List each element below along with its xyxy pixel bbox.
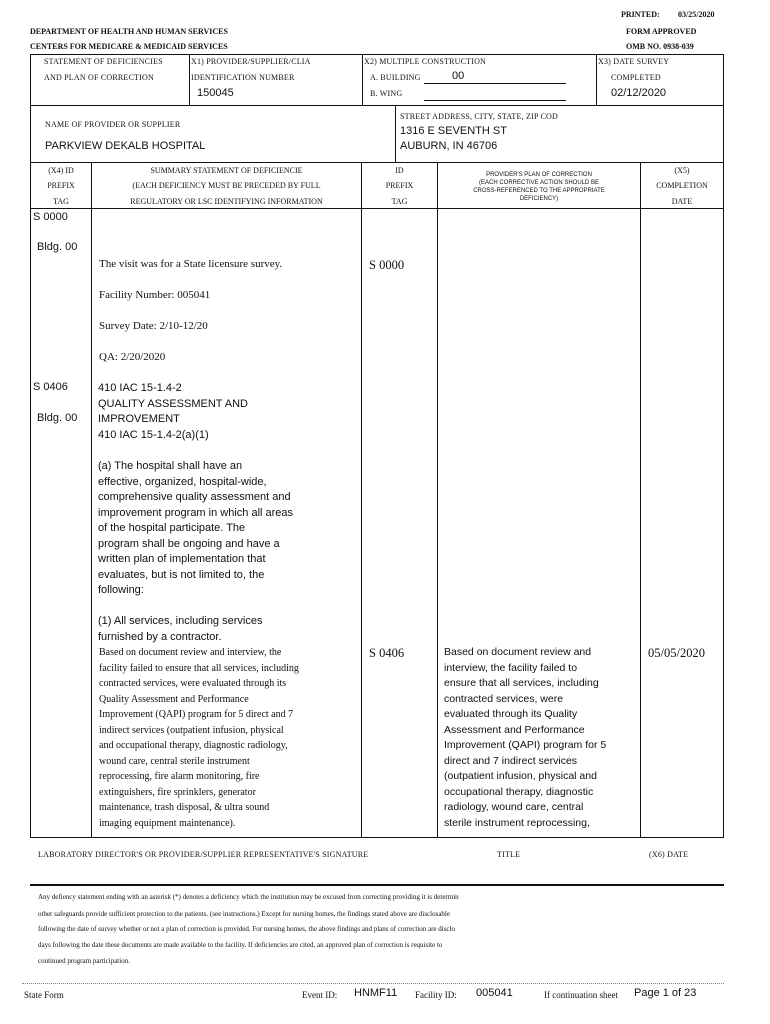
event-id-label: Event ID: — [302, 990, 338, 1000]
id-header-1: ID — [395, 166, 404, 175]
x4-header-2: PREFIX — [47, 181, 75, 190]
x4-header-3: TAG — [53, 197, 69, 206]
page-number: Page 1 of 23 — [634, 987, 697, 999]
x5-header-3: DATE — [671, 197, 693, 206]
footer-rule — [22, 983, 724, 984]
grid-bottom-rule — [30, 837, 724, 838]
completion-date: 05/05/2020 — [648, 646, 705, 660]
printed-date: 03/25/2020 — [678, 10, 715, 19]
box1-bottom-rule — [30, 105, 724, 106]
frame-left-upper — [30, 54, 31, 163]
summary-header-3: REGULATORY OR LSC IDENTIFYING INFORMATION — [130, 197, 323, 206]
regulation-reference: 410 IAC 15-1.4-2 QUALITY ASSESSMENT AND IMPROVEMENT 410 IAC 15-1.4-2(a)(1) — [98, 382, 248, 441]
frame-right-upper — [723, 54, 724, 163]
survey-type-text: The visit was for a State licensure survey. — [99, 258, 283, 270]
facility-id-label: Facility ID: — [415, 990, 457, 1000]
street-address: 1316 E SEVENTH ST — [400, 125, 507, 137]
x5-header-2: COMPLETION — [656, 181, 708, 190]
city-state-zip: AUBURN, IN 46706 — [400, 140, 498, 152]
centers-title: CENTERS FOR MEDICARE & MEDICAID SERVICES — [30, 42, 228, 51]
provider-divider — [395, 105, 396, 162]
building-label: A. BUILDING — [370, 73, 421, 82]
paragraph-a: (a) The hospital shall have an effective, organized, hospital-wide, comprehensive quality assessment and improvement program in which all areas of the hospital participate. The program shall be ongoing and have a written plan of implementation that evaluates, but is not limited to, the following: — [98, 460, 294, 596]
plan-header-1: PROVIDER'S PLAN OF CORRECTION — [486, 172, 592, 178]
col-divider-summary — [361, 162, 362, 838]
printed-label: PRINTED: — [621, 10, 660, 19]
disclaimer-line-3: following the date of survey whether or not a plan of correction is provided. For nursing homes, the above findings and plans of correction are disclo — [38, 925, 455, 933]
x3-label-1: X3) DATE SURVEY — [598, 57, 670, 66]
disclaimer-line-1: Any defiency statement ending with an asterisk (*) denotes a deficiency which the institution may be excused from correcting providing it is determin — [38, 893, 459, 901]
form-approved: FORM APPROVED — [626, 27, 697, 36]
facility-number-text: Facility Number: 005041 — [99, 289, 211, 301]
column-header-rule — [30, 208, 724, 209]
id-header-2: PREFIX — [385, 181, 414, 190]
event-id-value: HNMF11 — [354, 987, 398, 999]
wing-label: B. WING — [370, 89, 403, 98]
wing-underline — [424, 100, 566, 101]
x1-label-1: X1) PROVIDER/SUPPLIER/CLIA — [191, 57, 311, 66]
box1-divider-3 — [596, 54, 597, 105]
id-tag-s0406: S 0406 — [369, 646, 405, 660]
statement-label-2: AND PLAN OF CORRECTION — [44, 73, 154, 82]
summary-header-1: SUMMARY STATEMENT OF DEFICIENCIE — [150, 166, 303, 175]
tag-s0000: S 0000 — [33, 211, 68, 223]
qa-date-text: QA: 2/20/2020 — [99, 351, 166, 363]
plan-header-2: (EACH CORRECTIVE ACTION SHOULD BE — [478, 180, 600, 186]
state-form-label: State Form — [24, 990, 64, 1000]
address-label: STREET ADDRESS, CITY, STATE, ZIP COD — [400, 112, 558, 121]
box1-divider-1 — [189, 54, 190, 105]
col-divider-id — [437, 162, 438, 838]
x3-label-2: COMPLETED — [611, 73, 661, 82]
plan-header-3: CROSS-REFERENCED TO THE APPROPRIATE — [473, 188, 605, 194]
provider-id: 150045 — [197, 87, 234, 99]
box1-divider-2 — [362, 54, 363, 105]
facility-id-value: 005041 — [476, 987, 513, 999]
finding-text: Based on document review and interview, the facility failed to ensure that all services, including contracted services, were evaluated through its Quality Assessment and Performance Improvement (QAPI) program for 5 direct and 7 indirect services (outpatient infusion, physical and occupational therapy, diagnostic radiology, wound care, central sterile instrument reprocessing, fire alarm monitoring, fire extinguishers, fire sprinklers, generator maintenance, trash disposal, & ultra sound imaging equipment maintenance). — [99, 647, 299, 829]
department-title: DEPARTMENT OF HEALTH AND HUMAN SERVICES — [30, 27, 228, 36]
signature-title-label: TITLE — [497, 850, 521, 859]
omb-number: OMB NO. 0938-039 — [626, 42, 694, 51]
continuation-label: If continuation sheet — [544, 990, 618, 1000]
building-00-first: Bldg. 00 — [37, 241, 78, 253]
provider-name: PARKVIEW DEKALB HOSPITAL — [45, 140, 206, 152]
x5-header-1: (X5) — [674, 166, 690, 175]
x4-header-1: (X4) ID — [48, 166, 74, 175]
provider-bottom-rule — [30, 162, 724, 163]
plan-header-4: DEFICIENCY) — [519, 196, 559, 202]
statement-label-1: STATEMENT OF DEFICIENCIES — [44, 57, 163, 66]
x2-label: X2) MULTIPLE CONSTRUCTION — [364, 57, 487, 66]
paragraph-1: (1) All services, including services furnished by a contractor. — [98, 615, 263, 643]
survey-completed-date: 02/12/2020 — [611, 87, 667, 99]
tag-s0406: S 0406 — [33, 381, 68, 393]
signature-rule — [30, 884, 724, 886]
signature-label: LABORATORY DIRECTOR'S OR PROVIDER/SUPPLIER REPRESENTATIVE'S SIGNATURE — [38, 850, 369, 859]
id-tag-s0000: S 0000 — [369, 258, 405, 272]
plan-of-correction-text: Based on document review and interview, the facility failed to ensure that all services, including contracted services, were evaluated through its Quality Assessment and Performance Improvement (QAPI) program for 5 direct and 7 indirect services (outpatient infusion, physical and occupational therapy, diagnostic radiology, wound care, central sterile instrument reprocessing, — [444, 646, 607, 829]
col-divider-plan — [640, 162, 641, 838]
summary-header-2: (EACH DEFICIENCY MUST BE PRECEDED BY FULL — [132, 181, 321, 190]
survey-date-text: Survey Date: 2/10-12/20 — [99, 320, 208, 332]
disclaimer-line-4: days following the date these documents are made available to the facility. If deficiencies are cited, an approved plan of correction is requisite to — [38, 941, 443, 949]
id-header-3: TAG — [391, 197, 408, 206]
col-divider-tag — [91, 162, 92, 838]
frame-right-lower — [723, 162, 724, 838]
x1-label-2: IDENTIFICATION NUMBER — [191, 73, 295, 82]
box1-top-rule — [30, 54, 724, 55]
building-00-second: Bldg. 00 — [37, 412, 78, 424]
frame-left-lower — [30, 162, 31, 838]
provider-name-label: NAME OF PROVIDER OR SUPPLIER — [45, 120, 181, 129]
building-underline — [424, 83, 566, 84]
disclaimer-line-5: continued program participation. — [38, 957, 130, 965]
building-value: 00 — [452, 70, 465, 82]
signature-date-label: (X6) DATE — [649, 850, 689, 859]
disclaimer-line-2: other safeguards provide sufficient protection to the patients. (see instructions.) Except for nursing homes, the findings stated above are disclosable — [38, 910, 450, 918]
